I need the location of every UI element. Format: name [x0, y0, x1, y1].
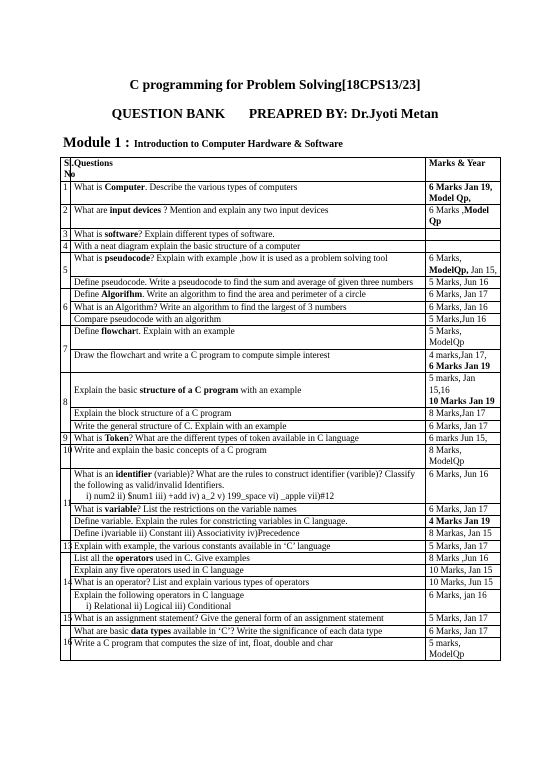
marks-cell	[426, 241, 501, 253]
q-keyword: software	[104, 228, 139, 239]
q-keyword: Token	[104, 432, 129, 443]
question-cell	[71, 503, 426, 515]
marks-cell: 5 Marks,Jun 16	[426, 313, 501, 325]
question-cell	[71, 181, 426, 205]
q-keyword: input devices	[109, 205, 162, 216]
marks-cell: 5 Marks, Jan 17	[426, 613, 501, 625]
marks-cell: 5 marks, ModelQp	[426, 637, 501, 661]
question-table	[60, 157, 501, 661]
q-text: Explain the basic	[74, 384, 140, 395]
q-keyword: Computer	[104, 181, 145, 192]
table-header-row	[61, 158, 501, 182]
module-subtitle: Introduction to Computer Hardware & Software	[133, 139, 343, 150]
table-row	[61, 468, 501, 503]
q-text: What are basic	[74, 625, 131, 636]
q-keyword: pseudocode	[104, 253, 151, 264]
table-row	[61, 313, 501, 325]
marks-cell: 8 Marks,Jan 17	[426, 408, 501, 420]
row-number: 13	[61, 540, 71, 552]
question-cell: Explain the block structure of a C program	[71, 408, 426, 420]
q-keyword: operators	[115, 552, 154, 563]
q-text: available in ‘C’? Write the significance of each data type	[170, 625, 383, 636]
table-row	[61, 503, 501, 515]
question-cell	[71, 373, 426, 408]
q-text: Explain the following operators in C language	[74, 589, 244, 600]
row-number: 14	[61, 552, 71, 612]
marks-cell	[426, 253, 501, 277]
question-bank-label: QUESTION BANK	[111, 106, 226, 121]
table-row	[61, 181, 501, 205]
question-cell: Define variable. Explain the rules for constricting variables in C language.	[71, 515, 426, 527]
question-cell: What is an Algorithm? Write an algorithm to find the largest of 3 numbers	[71, 301, 426, 313]
table-row	[61, 373, 501, 408]
question-cell: Write and explain the basic concepts of a C program	[71, 445, 426, 469]
marks-cell: 6 Marks, jan 16	[426, 589, 501, 613]
q-text: (variable)? What are the rules to construct identifier (varible)? Classify the following as valid/invalid Identifiers.	[74, 468, 415, 491]
m-text: ModelQp,	[429, 264, 469, 275]
question-cell	[71, 589, 426, 613]
m-text: 6 Marks,	[429, 253, 462, 264]
question-cell: Compare pseudocode with an algorithm	[71, 313, 426, 325]
q-text: . Describe the various types of computers	[144, 181, 298, 192]
marks-cell: 10 Marks, Jun 15	[426, 577, 501, 589]
q-keyword: Algorifhm	[101, 289, 143, 300]
question-cell	[71, 625, 426, 637]
header-questions: Questions	[71, 158, 426, 182]
table-row	[61, 515, 501, 527]
q-keyword: data types	[130, 625, 171, 636]
q-text: ? Explain with example ,how it is used as a problem solving tool	[150, 253, 388, 264]
row-number: 2	[61, 205, 71, 229]
table-row	[61, 301, 501, 313]
marks-cell: 6 Marks Jan 19, Model Qp,	[426, 181, 501, 205]
marks-cell: 6 Marks, Jun 16	[426, 468, 501, 503]
marks-cell: 5 Marks, Jan 17	[426, 540, 501, 552]
table-row	[61, 205, 501, 229]
m-text: 6 Marks ,	[429, 205, 464, 216]
question-cell	[71, 468, 426, 503]
m-text: 6 Marks Jan 19	[429, 361, 490, 372]
table-row	[61, 540, 501, 552]
module-number: Module 1 :	[63, 135, 130, 151]
marks-cell: 5 Marks, Jun 16	[426, 276, 501, 288]
marks-cell: 8 Marks, ModelQp	[426, 445, 501, 469]
row-number: 16	[61, 625, 71, 661]
marks-cell: 6 Marks, Jan 17	[426, 503, 501, 515]
table-row	[61, 577, 501, 589]
q-keyword: flowchar	[101, 326, 136, 337]
q-text: ? Explain different types of software.	[138, 228, 275, 239]
marks-cell: 6 marks Jun 15,	[426, 432, 501, 444]
q-text: What is an	[74, 468, 116, 479]
question-cell: Explain any five operators used in C language	[71, 565, 426, 577]
question-cell: What is an assignment statement? Give the general form of an assignment statement	[71, 613, 426, 625]
table-row	[61, 228, 501, 240]
marks-cell: 6 Marks, Jan 16	[426, 301, 501, 313]
marks-cell	[426, 205, 501, 229]
row-number: 6	[61, 289, 71, 326]
marks-cell: 6 Marks, Jan 17	[426, 420, 501, 432]
table-row	[61, 565, 501, 577]
marks-cell: 6 Marks, Jan 17	[426, 625, 501, 637]
q-text: ? List the restrictions on the variable names	[136, 503, 297, 514]
q-text: What is	[74, 228, 105, 239]
row-number: 15	[61, 613, 71, 625]
q-text: t. Explain with an example	[136, 326, 235, 337]
q-text: What is	[74, 181, 105, 192]
row-number: 9	[61, 432, 71, 444]
document-subtitle	[0, 106, 550, 122]
q-text: What is	[74, 253, 105, 264]
question-cell: Define i)variable ii) Constant iii) Associativity iv)Precedence	[71, 528, 426, 540]
q-text: used in C. Give examples	[153, 552, 250, 563]
question-cell	[71, 289, 426, 301]
header-marks-year: Marks & Year	[426, 158, 501, 182]
marks-cell: 8 Markas, Jan 15	[426, 528, 501, 540]
row-number: 4	[61, 241, 71, 253]
table-row	[61, 420, 501, 432]
m-text: 10 Marks Jan 19	[429, 395, 495, 406]
marks-cell: 5 Marks, ModelQp	[426, 326, 501, 350]
question-cell: Write the general structure of C. Explain with an example	[71, 420, 426, 432]
m-text: Model Qp	[429, 205, 489, 227]
row-number: 1	[61, 181, 71, 205]
table-row	[61, 552, 501, 564]
row-number: 5	[61, 253, 71, 289]
table-row	[61, 432, 501, 444]
row-number: 8	[61, 373, 71, 432]
question-cell: With a neat diagram explain the basic structure of a computer	[71, 241, 426, 253]
marks-cell: 6 Marks, Jan 17	[426, 289, 501, 301]
m-text: 4 marks,Jan 17,	[429, 349, 487, 360]
question-cell	[71, 326, 426, 350]
question-cell	[71, 432, 426, 444]
operator-list: i) Relational ii) Logical iii) Conditional	[86, 600, 232, 611]
q-text: Define	[74, 326, 102, 337]
table-row	[61, 528, 501, 540]
identifier-list: i) num2 ii) $num1 iii) +add iv) a_2 v) 199_space vi) _apple vii)#12	[86, 491, 335, 502]
question-cell: Draw the flowchart and write a C program to compute simple interest	[71, 349, 426, 373]
marks-cell: 8 Marks ,Jun 16	[426, 552, 501, 564]
q-text: ? Mention and explain any two input devices	[161, 205, 329, 216]
q-keyword: identifier	[115, 468, 152, 479]
question-cell	[71, 552, 426, 564]
header-sl-no: Sl. No	[61, 158, 71, 182]
table-row	[61, 408, 501, 420]
question-cell	[71, 228, 426, 240]
table-row	[61, 326, 501, 350]
q-text: List all the	[74, 552, 116, 563]
table-row	[61, 289, 501, 301]
question-cell: Define pseudocode. Write a pseudocode to find the sum and average of given three numbers	[71, 276, 426, 288]
q-keyword: structure of a C program	[139, 384, 239, 395]
table-row	[61, 589, 501, 613]
row-number: 11	[61, 468, 71, 540]
q-text: What is	[74, 432, 105, 443]
table-row	[61, 637, 501, 661]
row-number: 10	[61, 445, 71, 469]
table-row	[61, 445, 501, 469]
question-cell	[71, 253, 426, 277]
row-number: 7	[61, 326, 71, 373]
marks-cell: 10 Marks, Jan 15	[426, 565, 501, 577]
q-text: Define	[74, 289, 102, 300]
m-text: 5 marks, Jan 15,16	[429, 373, 476, 395]
table-row	[61, 253, 501, 277]
q-text: ? What are the different types of token available in C language	[128, 432, 359, 443]
marks-cell	[426, 349, 501, 373]
q-text: with an example	[238, 384, 302, 395]
table-row	[61, 625, 501, 637]
q-text: What are	[74, 205, 110, 216]
document-title: C programming for Problem Solving[18CPS13/23]	[129, 77, 421, 92]
table-row	[61, 241, 501, 253]
m-text: Jan 15,	[468, 264, 497, 275]
question-cell: Explain with example, the various constants available in ‘C’ language	[71, 540, 426, 552]
marks-cell: 4 Marks Jan 19	[426, 515, 501, 527]
table-row	[61, 349, 501, 373]
marks-cell	[426, 373, 501, 408]
question-cell: What is an operator? List and explain various types of operators	[71, 577, 426, 589]
marks-cell	[426, 228, 501, 240]
q-text: What is	[74, 503, 105, 514]
question-cell: Write a C program that computes the size of int, float, double and char	[71, 637, 426, 661]
module-heading	[63, 134, 343, 152]
row-number: 3	[61, 228, 71, 240]
q-keyword: variable	[104, 503, 137, 514]
table-row	[61, 276, 501, 288]
table-row	[61, 613, 501, 625]
question-cell	[71, 205, 426, 229]
prepared-by-label: PREAPRED BY: Dr.Jyoti Metan	[248, 106, 439, 121]
q-text: . Write an algorithm to find the area and perimeter of a circle	[142, 289, 366, 300]
